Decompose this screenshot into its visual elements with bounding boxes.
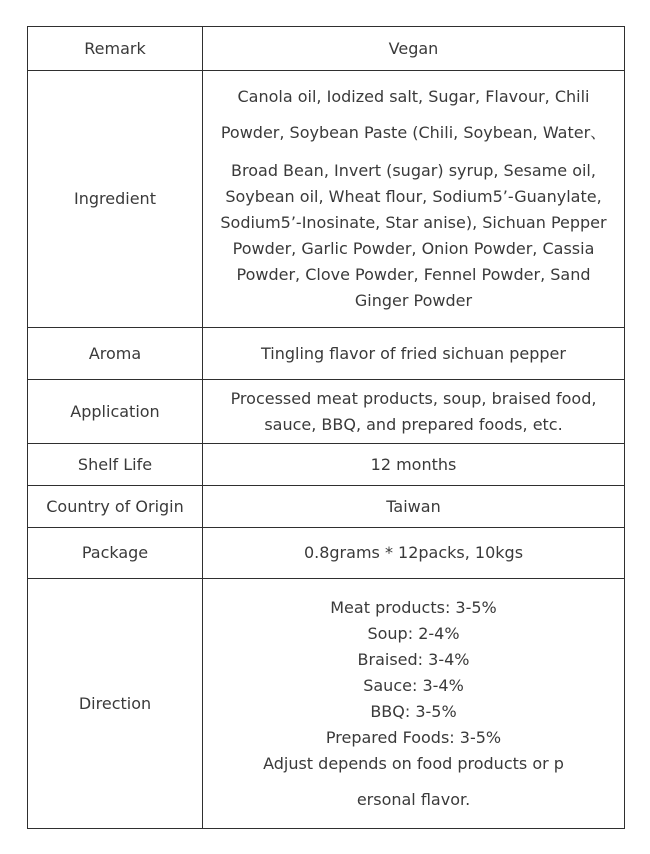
row-remark — [28, 27, 625, 71]
row-package — [28, 528, 625, 579]
aroma-value: Tingling flavor of fried sichuan pepper — [203, 328, 625, 380]
application-value — [203, 380, 625, 444]
package-label: Package — [28, 528, 203, 579]
remark-value: Vegan — [203, 27, 625, 71]
application-line: Processed meat products, soup, braised food, — [230, 388, 597, 408]
product-spec-table — [27, 26, 625, 829]
direction-line: Meat products: 3-5% — [330, 597, 497, 617]
direction-label: Direction — [28, 579, 203, 829]
remark-label: Remark — [28, 27, 203, 71]
aroma-label: Aroma — [28, 328, 203, 380]
ingredient-line: Broad Bean, Invert (sugar) syrup, Sesame oil, — [231, 161, 596, 180]
ingredient-label: Ingredient — [28, 71, 203, 328]
package-value: 0.8grams * 12packs, 10kgs — [203, 528, 625, 579]
row-country-of-origin — [28, 486, 625, 528]
ingredient-line: Ginger Powder — [354, 291, 473, 310]
direction-line: Adjust depends on food products or p — [263, 753, 564, 773]
shelf-life-value: 12 months — [203, 444, 625, 486]
row-ingredient — [28, 71, 625, 328]
ingredient-value — [203, 71, 625, 328]
direction-line: ersonal flavor. — [356, 789, 471, 809]
country-value: Taiwan — [203, 486, 625, 528]
row-aroma — [28, 328, 625, 380]
application-label: Application — [28, 380, 203, 444]
ingredient-line: Sodium5’-Inosinate, Star anise), Sichuan Pepper — [220, 213, 607, 232]
country-label: Country of Origin — [28, 486, 203, 528]
ingredient-line: Canola oil, Iodized salt, Sugar, Flavour, Chili — [237, 87, 590, 106]
application-line: sauce, BBQ, and prepared foods, etc. — [264, 414, 563, 434]
direction-line: Soup: 2-4% — [367, 623, 460, 643]
row-shelf-life — [28, 444, 625, 486]
direction-line: Sauce: 3-4% — [363, 675, 464, 695]
ingredient-line: Powder, Clove Powder, Fennel Powder, Sand — [236, 265, 591, 284]
ingredient-line: Soybean oil, Wheat flour, Sodium5’-Guanylate, — [225, 187, 602, 206]
direction-line: BBQ: 3-5% — [370, 701, 457, 721]
direction-value — [203, 579, 625, 829]
direction-line: Braised: 3-4% — [357, 649, 470, 669]
direction-line: Prepared Foods: 3-5% — [325, 727, 502, 747]
row-application — [28, 380, 625, 444]
row-direction — [28, 579, 625, 829]
ingredient-line: Powder, Soybean Paste (Chili, Soybean, Water、 — [220, 123, 607, 142]
ingredient-line: Powder, Garlic Powder, Onion Powder, Cassia — [232, 239, 595, 258]
shelf-life-label: Shelf Life — [28, 444, 203, 486]
